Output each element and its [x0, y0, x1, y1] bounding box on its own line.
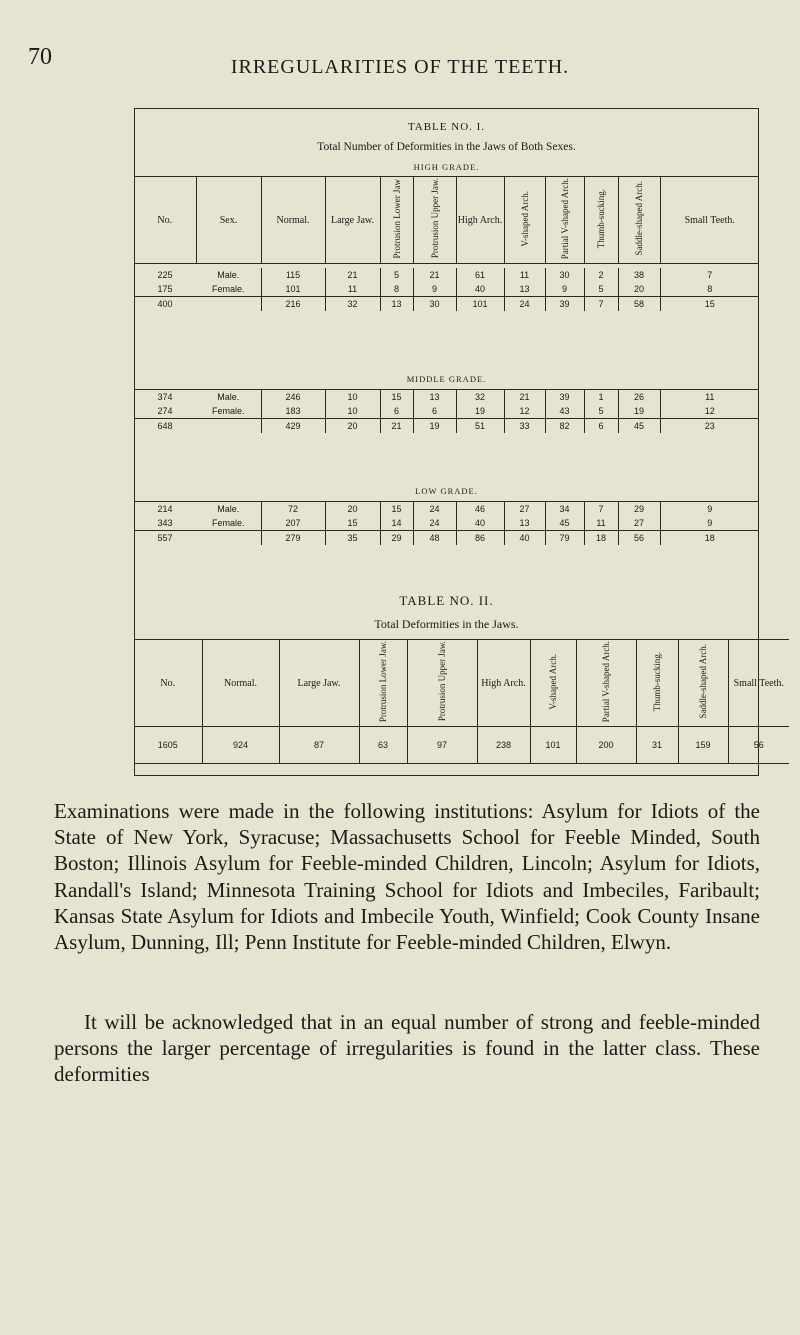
grade-label-low: LOW GRADE.	[415, 486, 478, 496]
table2-values	[134, 727, 789, 764]
cell: 40	[456, 282, 504, 297]
cell: 19	[618, 404, 660, 419]
cell: 9	[413, 282, 456, 297]
col-protrusion-lower	[380, 177, 413, 264]
table1-low-grade	[134, 501, 759, 545]
t2-col-no: No.	[160, 677, 176, 689]
paragraph-institutions: Examinations were made in the following institutions: Asylum for Idiots of the State of New York, Syracuse; Massachusetts School for Feeble Minded, South Boston; Illinois Asylum for Feeble-minded Children, Lincoln; Asylum for Idiots, Randall's Island; Minnesota Training School for Idiots and Imbeciles, Faribault; Kansas State Asylum for Idiots and Imbecile Youth, Winfield; Cook County Insane Asylum, Dunning, Ill; Penn Institute for Feeble-minded Children, Elwyn.	[54, 799, 760, 955]
cell: 82	[545, 419, 584, 434]
table-row	[134, 404, 759, 419]
cell: 374	[157, 392, 173, 402]
cell: 19	[456, 404, 504, 419]
cell: 13	[504, 282, 545, 297]
total-row	[134, 419, 759, 434]
paragraph-conclusion: It will be acknowledged that in an equal number of strong and feeble-minded persons the larger percentage of irregularities is found in the latter class. These deformities	[54, 1010, 760, 1087]
cell: Male.	[217, 504, 240, 514]
cell: 97	[407, 727, 477, 764]
t2-col-thumb	[636, 640, 678, 727]
cell: 20	[325, 419, 380, 434]
cell: Female.	[211, 406, 245, 416]
page-number: 70	[28, 44, 52, 70]
cell: 21	[504, 390, 545, 405]
cell: 101	[530, 727, 576, 764]
total-row	[134, 297, 759, 312]
cell: 175	[157, 284, 173, 294]
cell: 13	[504, 516, 545, 531]
cell: Female.	[211, 284, 245, 294]
cell: 557	[134, 531, 196, 546]
cell: 9	[545, 282, 584, 297]
cell: 1	[584, 390, 618, 405]
grade-label-high: HIGH GRADE.	[413, 162, 480, 172]
cell: 27	[618, 516, 660, 531]
cell: 20	[618, 282, 660, 297]
cell	[196, 531, 261, 546]
running-head: IRREGULARITIES OF THE TEETH.	[230, 56, 570, 78]
cell: 56	[618, 531, 660, 546]
col-v-shaped	[504, 177, 545, 264]
cell: 40	[504, 531, 545, 546]
table1-high-grade	[134, 268, 759, 311]
cell: 9	[660, 502, 759, 517]
cell: 23	[660, 419, 759, 434]
cell: 101	[261, 282, 325, 297]
cell: 39	[545, 390, 584, 405]
cell: 2	[584, 268, 618, 282]
cell: 6	[584, 419, 618, 434]
cell: 5	[584, 282, 618, 297]
col-protrusion-upper	[413, 177, 456, 264]
cell: 19	[413, 419, 456, 434]
cell	[196, 419, 261, 434]
cell: 12	[660, 404, 759, 419]
cell: 6	[413, 404, 456, 419]
col-thumb	[584, 177, 618, 264]
cell: 216	[261, 297, 325, 312]
table-row	[134, 516, 759, 531]
cell: 238	[477, 727, 530, 764]
cell: 86	[456, 531, 504, 546]
col-protrusion-upper-label: Protrusion Upper Jaw.	[429, 178, 440, 259]
cell: 87	[279, 727, 359, 764]
cell: 29	[380, 531, 413, 546]
col-partial-v	[545, 177, 584, 264]
cell: 15	[380, 502, 413, 517]
col-normal: Normal.	[261, 177, 325, 264]
cell: 24	[504, 297, 545, 312]
cell: 279	[261, 531, 325, 546]
t2-col-large-jaw: Large Jaw.	[279, 640, 359, 727]
cell: 9	[660, 516, 759, 531]
col-v-shaped-label: V-shaped Arch.	[519, 190, 530, 247]
cell: 40	[456, 516, 504, 531]
table-row	[134, 282, 759, 297]
col-saddle	[618, 177, 660, 264]
cell: Male.	[217, 392, 240, 402]
t2-col-protrusion-lower	[359, 640, 407, 727]
t2-col-partial-v-label: Partial V-shaped Arch.	[601, 640, 611, 723]
cell: 58	[618, 297, 660, 312]
cell: 24	[413, 516, 456, 531]
cell: 246	[261, 390, 325, 405]
cell: 10	[325, 390, 380, 405]
t2-col-small-teeth: Small Teeth.	[728, 640, 789, 727]
table1-middle-grade	[134, 389, 759, 433]
cell: 13	[380, 297, 413, 312]
table1-title: TABLE NO. I.	[407, 121, 486, 133]
cell: 15	[325, 516, 380, 531]
total-row	[134, 531, 759, 546]
table-row	[134, 390, 759, 405]
cell: 45	[545, 516, 584, 531]
cell: 24	[413, 502, 456, 517]
cell: 20	[325, 502, 380, 517]
table2-title: TABLE NO. II.	[399, 593, 494, 608]
table1-header	[134, 176, 759, 264]
cell: 1605	[157, 740, 178, 750]
cell: 207	[261, 516, 325, 531]
cell: 274	[157, 406, 173, 416]
grade-label-middle: MIDDLE GRADE.	[406, 374, 487, 384]
cell: 39	[545, 297, 584, 312]
t2-col-normal: Normal.	[202, 640, 279, 727]
cell: 7	[584, 297, 618, 312]
table-row	[134, 502, 759, 517]
cell: 15	[660, 297, 759, 312]
cell: 101	[456, 297, 504, 312]
cell: 46	[456, 502, 504, 517]
cell	[196, 297, 261, 312]
col-thumb-label: Thumb-sucking.	[596, 188, 606, 249]
table-row	[134, 268, 759, 282]
cell: 11	[660, 390, 759, 405]
t2-col-high-arch: High Arch.	[477, 640, 530, 727]
col-saddle-label: Saddle-shaped Arch.	[634, 181, 644, 256]
cell: 32	[456, 390, 504, 405]
cell: 45	[618, 419, 660, 434]
t2-col-saddle-label: Saddle-shaped Arch.	[698, 644, 708, 719]
cell: 7	[660, 268, 759, 282]
table2-header	[134, 639, 789, 727]
cell: 31	[636, 727, 678, 764]
cell: 30	[413, 297, 456, 312]
cell: 30	[545, 268, 584, 282]
cell: 18	[584, 531, 618, 546]
cell: 15	[380, 390, 413, 405]
cell: 11	[504, 268, 545, 282]
cell: 225	[157, 270, 173, 280]
cell: 38	[618, 268, 660, 282]
cell: 11	[325, 282, 380, 297]
cell: 648	[134, 419, 196, 434]
cell: 14	[380, 516, 413, 531]
cell: 8	[660, 282, 759, 297]
cell: 924	[202, 727, 279, 764]
cell: 10	[325, 404, 380, 419]
cell: Female.	[211, 518, 245, 528]
cell: 43	[545, 404, 584, 419]
cell: 26	[618, 390, 660, 405]
cell: 400	[134, 297, 196, 312]
cell: 18	[660, 531, 759, 546]
t2-col-v-shaped	[530, 640, 576, 727]
cell: 33	[504, 419, 545, 434]
cell: 21	[380, 419, 413, 434]
cell: 56	[728, 727, 789, 764]
cell: 12	[504, 404, 545, 419]
col-protrusion-lower-label: Protrusion Lower Jaw	[391, 178, 402, 259]
cell: 200	[576, 727, 636, 764]
t2-col-protrusion-upper-label: Protrusion Upper Jaw.	[437, 641, 447, 722]
t2-col-partial-v	[576, 640, 636, 727]
cell: 6	[380, 404, 413, 419]
cell: 21	[413, 268, 456, 282]
cell: 13	[413, 390, 456, 405]
col-large-jaw-label: Large Jaw.	[330, 214, 375, 226]
cell: 8	[380, 282, 413, 297]
t2-col-thumb-label: Thumb-sucking.	[652, 651, 662, 712]
cell: 343	[157, 518, 173, 528]
cell: 27	[504, 502, 545, 517]
cell: 35	[325, 531, 380, 546]
cell: 115	[261, 268, 325, 282]
cell: 63	[359, 727, 407, 764]
col-large-jaw	[325, 177, 380, 264]
cell: 159	[678, 727, 728, 764]
cell: Male.	[217, 270, 240, 280]
t2-col-v-shaped-label: V-shaped Arch.	[548, 653, 558, 710]
col-small-teeth: Small Teeth.	[660, 177, 759, 264]
cell: 29	[618, 502, 660, 517]
col-partial-v-label: Partial V-shaped Arch.	[559, 177, 570, 260]
cell: 61	[456, 268, 504, 282]
col-sex: Sex.	[196, 177, 261, 264]
col-high-arch: High Arch.	[456, 177, 504, 264]
cell: 48	[413, 531, 456, 546]
cell: 429	[261, 419, 325, 434]
table2-subtitle: Total Deformities in the Jaws.	[374, 617, 519, 631]
cell: 214	[157, 504, 173, 514]
cell: 32	[325, 297, 380, 312]
table1-subtitle: Total Number of Deformities in the Jaws of Both Sexes.	[317, 141, 576, 153]
cell: 7	[584, 502, 618, 517]
t2-col-saddle	[678, 640, 728, 727]
cell: 11	[584, 516, 618, 531]
col-no: No.	[157, 214, 173, 226]
cell: 51	[456, 419, 504, 434]
cell: 34	[545, 502, 584, 517]
t2-col-protrusion-upper	[407, 640, 477, 727]
t2-col-protrusion-lower-label: Protrusion Lower Jaw.	[378, 640, 388, 723]
cell: 21	[325, 268, 380, 282]
cell: 183	[261, 404, 325, 419]
cell: 72	[261, 502, 325, 517]
cell: 79	[545, 531, 584, 546]
cell: 5	[584, 404, 618, 419]
table-row	[134, 727, 789, 764]
cell: 5	[380, 268, 413, 282]
